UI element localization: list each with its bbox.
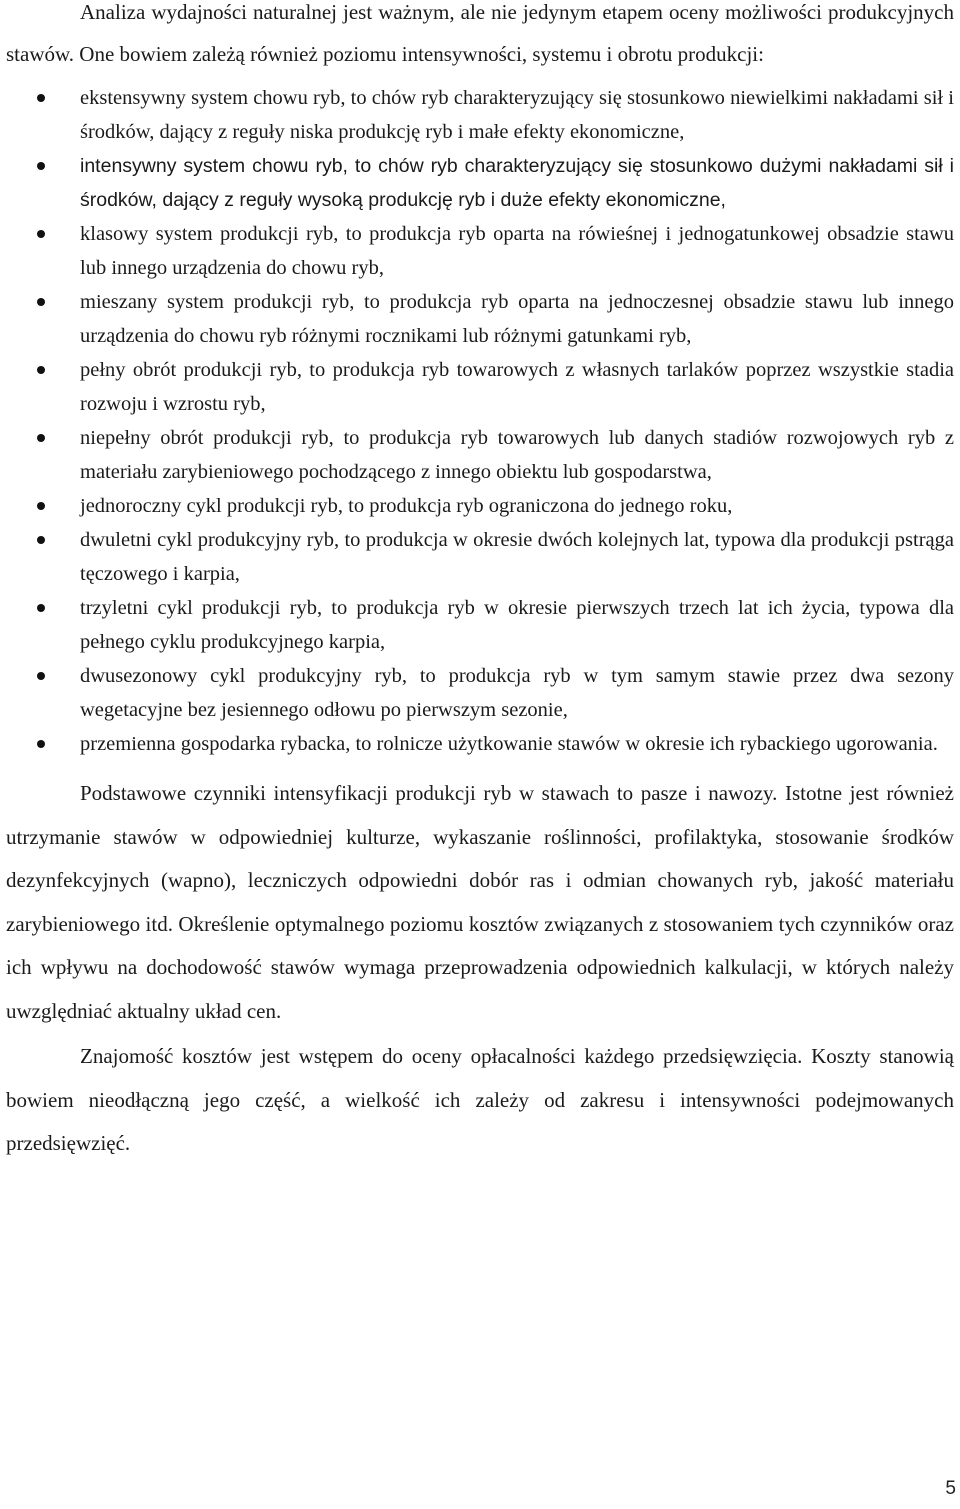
list-item-text: niepełny obrót produkcji ryb, to produkcja ryb towarowych lub danych stadiów rozwojowych ryb z materiału zarybieniowego pochodzącego z innego obiektu lub gospodarstwa, (80, 427, 954, 483)
bullet-icon (37, 502, 45, 510)
bullet-icon (37, 740, 45, 748)
bullet-icon (37, 604, 45, 612)
list-item (6, 421, 954, 489)
page-number: 5 (945, 1478, 956, 1499)
list-item (6, 149, 954, 217)
list-item (6, 217, 954, 285)
list-item-text: dwuletni cykl produkcyjny ryb, to produkcja w okresie dwóch kolejnych lat, typowa dla produkcji pstrąga tęczowego i karpia, (80, 529, 954, 585)
bullet-icon (37, 162, 45, 170)
list-item-text: jednoroczny cykl produkcji ryb, to produkcja ryb ograniczona do jednego roku, (80, 495, 733, 517)
list-item (6, 591, 954, 659)
list-item-text: klasowy system produkcji ryb, to produkcja ryb oparta na rówieśnej i jednogatunkowej obsadzie stawu lub innego urządzenia do chowu ryb, (80, 223, 954, 279)
list-item (6, 81, 954, 149)
intro-paragraph: Analiza wydajności naturalnej jest ważnym, ale nie jedynym etapem oceny możliwości produkcyjnych stawów. One bowiem zależą również poziomu intensywności, systemu i obrotu produkcji: (6, 0, 954, 66)
body-paragraph: Podstawowe czynniki intensyfikacji produkcji ryb w stawach to pasze i nawozy. Istotne jest również utrzymanie stawów w odpowiedniej kulturze, wykaszanie roślinności, profilaktyka, stosowanie środków dezynfekcyjnych (wapno), leczniczych odpowiedni dobór ras i odmian chowanych ryb, jakość materiału zarybieniowego itd. Określenie optymalnego poziomu kosztów związanych z stosowaniem tych czynników oraz ich wpływu na dochodowość stawów wymaga przeprowadzenia odpowiednich kalkulacji, w których należy uwzględniać aktualny układ cen. (6, 781, 954, 1023)
list-item-text: mieszany system produkcji ryb, to produkcja ryb oparta na jednoczesnej obsadzie stawu lub innego urządzenia do chowu ryb różnymi rocznikami lub różnymi gatunkami ryb, (80, 291, 954, 347)
list-item (6, 489, 954, 523)
list-item (6, 353, 954, 421)
list-item (6, 285, 954, 353)
bullet-icon (37, 366, 45, 374)
list-item (6, 523, 954, 591)
bullet-list (6, 81, 954, 761)
list-item-text: dwusezonowy cykl produkcyjny ryb, to produkcja ryb w tym samym stawie przez dwa sezony wegetacyjne bez jesiennego odłowu po pierwszym sezonie, (80, 665, 954, 721)
bullet-icon (37, 298, 45, 306)
list-item-text: intensywny system chowu ryb, to chów ryb charakteryzujący się stosunkowo dużymi nakładami sił i środków, dający z reguły wysoką produkcję ryb i duże efekty ekonomiczne, (80, 155, 954, 211)
document-page (6, 0, 954, 1166)
list-item-text: przemienna gospodarka rybacka, to rolnicze użytkowanie stawów w okresie ich rybackiego ugorowania. (80, 733, 938, 755)
bullet-icon (37, 536, 45, 544)
bullet-icon (37, 672, 45, 680)
list-item (6, 659, 954, 727)
bullet-icon (37, 230, 45, 238)
body-paragraph: Znajomość kosztów jest wstępem do oceny opłacalności każdego przedsięwzięcia. Koszty stanowią bowiem nieodłączną jego część, a wielkość ich zależy od zakresu i intensywności podejmowanych przedsięwzięć. (6, 1044, 954, 1155)
list-item-text: ekstensywny system chowu ryb, to chów ryb charakteryzujący się stosunkowo niewielkimi nakładami sił i środków, dający z reguły niska produkcję ryb i małe efekty ekonomiczne, (80, 87, 954, 143)
bullet-icon (37, 434, 45, 442)
bullet-icon (37, 94, 45, 102)
list-item (6, 727, 954, 761)
list-item-text: pełny obrót produkcji ryb, to produkcja ryb towarowych z własnych tarlaków poprzez wszystkie stadia rozwoju i wzrostu ryb, (80, 359, 954, 415)
list-item-text: trzyletni cykl produkcji ryb, to produkcja ryb w okresie pierwszych trzech lat ich życia, typowa dla pełnego cyklu produkcyjnego karpia, (80, 597, 954, 653)
